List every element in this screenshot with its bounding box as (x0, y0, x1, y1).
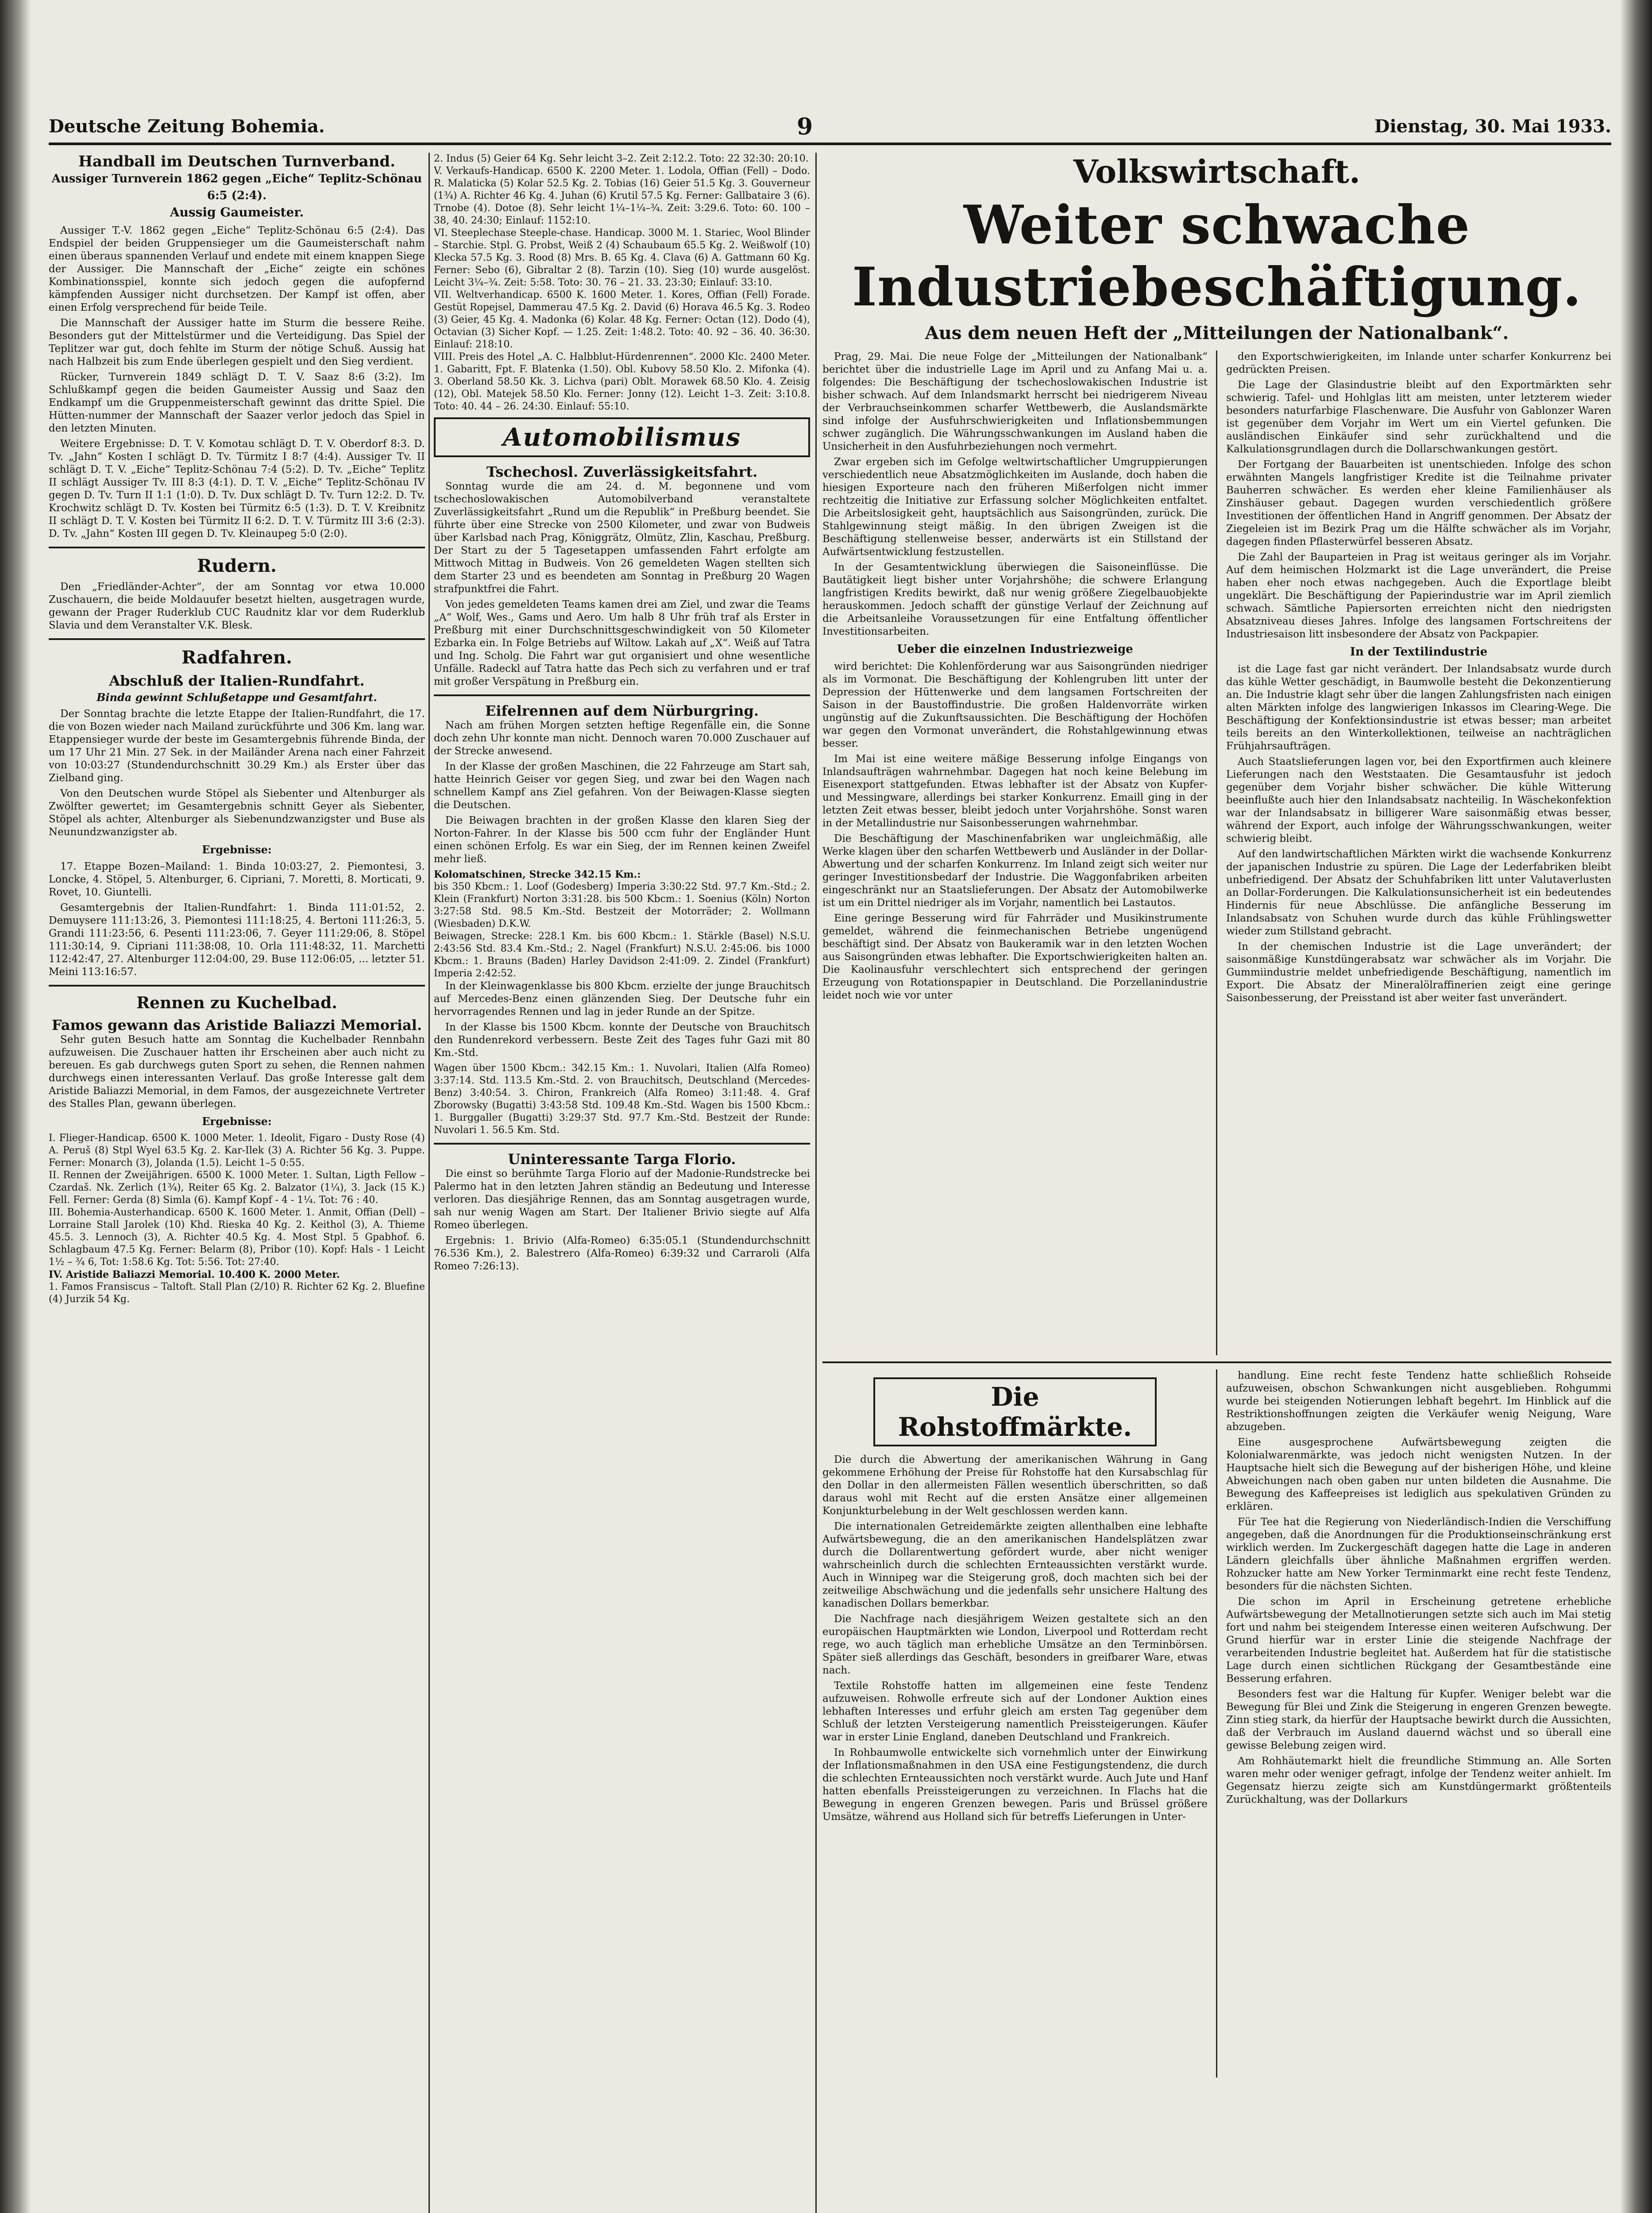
radfahren-title: Radfahren. (181, 647, 292, 668)
section-rule (434, 1143, 810, 1145)
article-paragraph: Auch Staatslieferungen lagen vor, bei den Exportfirmen auch kleinere Lieferungen nach den Weststaaten. Die Gesamtausfuhr ist jedoch gegenüber dem Vorjahr bisher schwächer. Die kühle Witterung beeinflußte auch hier den Inlandsabsatz nachteilig. In Wäschekonfektion war der Inlandsabsatz in billigerer Ware saisonmäßig etwas besser, während der Export, auch infolge der Währungsschwankungen, weiter schwierig bleibt. (1226, 756, 1611, 844)
section-rule (49, 985, 425, 987)
article-paragraph: Die durch die Abwertung der amerikanischen Währung in Gang gekommene Erhöhung der Preise für Rohstoffe hat den Kursabschlag für den Dollar in den allermeisten Fällen wesentlich überschritten, so daß daraus wohl mit Recht auf die ersten Ansätze einer allgemeinen Konjunkturbelebung in der Welt geschlossen werden kann. (822, 1454, 1208, 1517)
industry-article (822, 351, 1611, 1355)
kleinwagen-paragraph: In der Klasse bis 1500 Kbcm. konnte der Deutsche von Brauchitsch den Rundenrekord verbessern. Beste Zeit des Tages fuhr Gazi mit 80 Km.-Std. (434, 1022, 810, 1059)
section-rule (49, 638, 425, 640)
kuchelbad-paragraph: Sehr guten Besuch hatte am Sonntag die Kuchelbader Rennbahn aufzuweisen. Die Zuschauer hatten ihr Erscheinen aber auch nicht zu bereuen. Es gab durchwegs guten Sport zu sehen, die Rennen nahmen durchwegs einen interessanten Verlauf. Das große Interesse galt dem Aristide Baliazzi Memorial, in dem Famos, der ausgezeichnete Vertreter des Stalles Plan, gewann überlegen. (49, 1034, 425, 1110)
section-rule (434, 694, 810, 696)
results-label: Ergebnisse: (202, 1115, 272, 1128)
article-subhead: Ueber die einzelnen Industriezweige (897, 643, 1133, 656)
race-result: VII. Weltverhandicap. 6500 K. 1600 Meter. 1. Kores, Offian (Fell) Forade. Gestüt Ropejsel, Dammerau 47.5 Kg. 2. David (6) Horava 46.5 Kg. 3. Rodeo (3) Geier, 45 Kg. 4. Madonka (6) Kolar. 48 Kg. Ferner: Octan (12). Dodo (4), Octavian (3) Sicher Kopf. — 1.25. Zeit: 1:48.2. Toto: 40. 92 – 36. 40. 36:30. Einlauf: 218:10. (434, 289, 810, 350)
race-result: 2. Indus (5) Geier 64 Kg. Sehr leicht 3–2. Zeit 2:12.2. Toto: 22 32:30: 20:10. (434, 153, 809, 164)
section-rule (822, 1361, 1611, 1363)
volkswirtschaft-section-title: Volkswirtschaft. (1073, 153, 1361, 190)
handball-title: Handball im Deutschen Turnverband. (78, 153, 396, 170)
race-result: IV. Aristide Baliazzi Memorial. 10.400 K. 2000 Meter. (49, 1269, 340, 1280)
page-number: 9 (797, 113, 813, 140)
nuerburgring-results: Beiwagen, Strecke: 228.1 Km. bis 600 Kbcm.: 1. Stärkle (Basel) N.S.U. 2:43:56 Std. 83.4 Km.-Std.; 2. Nagel (Frankfurt) N.S.U. 2:45:06. bis 1000 Kbcm.: 1. Brauns (Baden) Harley Davidson 2:41:09. 2. Zindel (Frankfurt) Imperia 2:42:52. (434, 931, 810, 979)
article-paragraph: handlung. Eine recht feste Tendenz hatte schließlich Rohseide aufzuweisen, obschon Schwankungen nicht ausgeblieben. Rohgummi wurde bei steigenden Notierungen lebhaft begehrt. Im Hinblick auf die Restriktionshoffnungen zeigten die Verkäufer wenig Neigung, Ware abzugeben. (1226, 1370, 1611, 1433)
article-paragraph: Textile Rohstoffe hatten im allgemeinen eine feste Tendenz aufzuweisen. Rohwolle erfreute sich auf der Londoner Auktion eines lebhaften Interesses und erfuhr gleich am ersten Tag gegenüber dem Schluß der letzten Versteigerung namentlich Preissteigerungen. Käufer war in erster Linie England, daneben Deutschland und Frankreich. (822, 1680, 1208, 1743)
column-divider (815, 153, 817, 2213)
targa-florio-results: Ergebnis: 1. Brivio (Alfa-Romeo) 6:35:05.1 (Stundendurchschnitt 76.536 Km.), 2. Balestrero (Alfa-Romeo) 6:39:32 und Carraroli (Alfa Romeo 7:26:13). (434, 1235, 810, 1272)
article-paragraph: den Exportschwierigkeiten, im Inlande unter scharfer Konkurrenz bei gedrückten Preisen. (1226, 351, 1611, 375)
industry-article-left (822, 351, 1208, 1005)
column-sport-1 (49, 153, 425, 2213)
handball-subtitle2: Aussig Gaumeister. (170, 205, 304, 220)
radfahren-subtitle: Abschluß der Italien-Rundfahrt. (109, 672, 365, 689)
race-result: II. Rennen der Zweijährigen. 6500 K. 1000 Meter. 1. Sultan, Ligth Fellow – Czardaš. Nk. Zerlich (1¾), Reiter 65 Kg. 2. Balzator (1¼), 3. Jack (15 K.) Fell. Ferner: Gerda (8) Simla (6). Kampf Kopf - 4 - 1¼. Tot: 76 : 40. (49, 1170, 425, 1206)
rohstoff-article (822, 1369, 1611, 2078)
handball-paragraph: Aussiger T.-V. 1862 gegen „Eiche“ Teplitz-Schönau 6:5 (2:4). Das Endspiel der beiden Gruppensieger um die Gaumeisterschaft nahm einen überaus spannenden Verlauf und endete mit einem knappen Siege der Aussiger. Die Mannschaft der „Eiche“ zeigte ein schönes Kombinationsspiel, konnte sich jedoch gegen die aufopfernd kämpfenden Aussiger nicht durchsetzen. Der Kampf ist offen, aber einen Erfolg versprechend für beide Teile. (49, 225, 425, 313)
article-paragraph: Für Tee hat die Regierung von Niederländisch-Indien die Verschiffung angegeben, daß die Anordnungen für die Produktionseinschränkung erst wirklich werden. Im Zuckergeschäft dagegen hatte die Lage in anderen Ländern gleichfalls über ähnliche Maßnahmen ergriffen werden. Rohzucker hatte am New Yorker Terminmarkt eine recht feste Tendenz, besonders für die nächsten Sichten. (1226, 1516, 1611, 1592)
rohstoff-title: Die Rohstoffmärkte. (873, 1377, 1157, 1446)
column-divider (1216, 1369, 1217, 2078)
article-paragraph: Eine ausgesprochene Aufwärtsbewegung zeigten die Kolonialwarenmärkte, was jedoch nicht wenigsten Nutzen. In der Hauptsache hielt sich die Bewegung auf der bisherigen Höhe, und kleine Abweichungen nach oben gaben nur unten bildeten die Ausnahme. Die Bewegung des Kaffeepreises ist lediglich aus spekulativen Gründen zu erklären. (1226, 1437, 1611, 1512)
zuverlaessigkeit-title: Tschechosl. Zuverlässigkeitsfahrt. (486, 463, 758, 480)
kuchelbad-subtitle: Famos gewann das Aristide Baliazzi Memorial. (51, 1017, 422, 1033)
column-divider (428, 153, 430, 2213)
article-paragraph: ist die Lage fast gar nicht verändert. Der Inlandsabsatz wurde durch das kühle Wetter geschädigt, in Baumwolle besteht die Dekonzentierung an. Die Industrie klagt sehr über die langen Zahlungsfristen nach einigen alten Märkten infolge des langwierigen Inkassos im Clearing-Wege. Die Beschäftigung der Konfektionsindustrie ist etwas besser; man arbeitet teils bereits an den Winterkollektionen, teilweise an nachträglichen Frühjahrsaufträgen. (1226, 663, 1611, 752)
article-paragraph: wird berichtet: Die Kohlenförderung war aus Saisongründen niedriger als im Vormonat. Die Beschäftigung der Kohlengruben litt unter der Depression der Hüttenwerke und dem langsamen Fortschreiten der Saison in der Baustoffindustrie. Die großen Haldenvorräte wirken ungünstig auf die Zukunftsaussichten. Die Beschäftigung der Hochöfen war gegen den Vormonat unverändert, die Rohstahlgewinnung etwas besser. (822, 661, 1208, 749)
rohstoff-article-left (822, 1369, 1208, 1826)
article-paragraph: Prag, 29. Mai. Die neue Folge der „Mitteilungen der Nationalbank“ berichtet über die industrielle Lage im April und zu Anfang Mai u. a. folgendes: Die Beschäftigung der tschechoslowakischen Industrie ist bisher schwach. Auf dem Inlandsmarkt herrscht bei niedrigerem Niveau der Verbrauchseinkommen scharfer Wettbewerb, die Auslandsmärkte sind infolge der Ausfuhrschwierigkeiten und Inflationsbemmungen schwer zugänglich. Die Währungsschwankungen im Ausland haben die Unsicherheit in den Ausfuhrbeziehungen noch vermehrt. (822, 351, 1208, 452)
article-paragraph: Die schon im April in Erscheinung getretene erhebliche Aufwärtsbewegung der Metallnotierungen setzte sich auch im Mai stetig fort und nahm bei steigendem Interesse einen weiteren Aufschwung. Der Grund hierfür war in erster Linie die steigende Nachfrage der verarbeitenden Industrie begleitet hat. Außerdem hat für die statistische Lage durch einen sichtlichen Rückgang der Gesamtbestände eine Besserung erfahren. (1226, 1596, 1611, 1685)
article-subhead: In der Textilindustrie (1350, 645, 1488, 659)
race-result: VI. Steeplechase Steeple-chase. Handicap. 3000 M. 1. Stariec, Wool Blinder – Starchie. Stpl. G. Probst, Weiß 2 (4) Schaubaum 65.5 Kg. 2. Weißwolf (10) Klecka 57.5 Kg. 3. Rood (8) Mrs. B. 65 Kg. 4. Clava (6) A. Gattmann 60 Kg. Ferner: Sebo (6), Gibraltar 2 (8). Tarzin (10). Sieg (10) wurde ausgelöst. Leicht 3¼–¾. Zeit: 5:58. Toto: 30. 76 – 21. 33. 23:30; Einlauf: 33:10. (434, 227, 810, 288)
article-paragraph: Die Lage der Glasindustrie bleibt auf den Exportmärkten sehr schwierig. Tafel- und Hohlglas litt am meisten, unter letzterem wieder besonders naturfarbige Flaschenware. Die Ausfuhr von Gablonzer Waren ist gegenüber dem Vorjahr im Wert um ein Viertel gefunken. Die ausländischen Einkäufer sind sehr zurückhaltend und die Kalkulationsgrundlagen durch die Dollarschwankungen gestört. (1226, 379, 1611, 455)
handball-results: Weitere Ergebnisse: D. T. V. Komotau schlägt D. T. V. Oberdorf 8:3. D. Tv. „Jahn“ Kosten I schlägt D. Tv. Türmitz I 8:7 (4:4). Aussiger Tv. II schlägt D. T. V. „Eiche“ Teplitz-Schönau 7:4 (5:2). D. Tv. „Eiche“ Teplitz II schlägt Aussiger Tv. III 8:3 (4:1). D. T. V. „Eiche“ Teplitz-Schönau IV gegen D. Tv. Turn II 1:1 (1:0). D. Tv. Dux schlägt D. Tv. Turn 12:2. D. Tv. Krochwitz schlägt D. Tv. Kosten bei Türmitz 6:5 (1:3). D. T. V. Kreibnitz II schlägt D. T. V. Kosten bei Türmitz II 6:2. D. T. V. Türmitz III 3:6 (2:3). D. Tv. „Jahn“ Kosten III gegen D. Tv. Kleinaupeg 5:0 (2:0). (49, 438, 425, 540)
column-economy (822, 153, 1611, 2213)
zuverlaessigkeit-paragraph: Von jedes gemeldeten Teams kamen drei am Ziel, und zwar die Teams „A“ Wolf, Wes., Gams und Aero. Um halb 8 Uhr früh traf als Erster in Preßburg mit einer Durchschnittsgeschwindigkeit von 50 Kilometer Ezbarka ein. In Folge Betriebs auf Wiltow. Lakah auf „X“. Weiß auf Tatra und Ing. Scholg. Die Fahrt war gut organisiert und ohne wesentliche Unfälle. Radeckl auf Tatra hatte das Pech sich zu verfahren und er traf mit großer Verspätung in Preßburg ein. (434, 599, 810, 687)
kleinwagen-results: Wagen über 1500 Kbcm.: 342.15 Km.: 1. Nuvolari, Italien (Alfa Romeo) 3:37:14. Std. 113.5 Km.-Std. 2. von Brauchitsch, Deutschland (Mercedes-Benz) 3:40:54. 3. Chiron, Frankreich (Alfa Romeo) 3:11:48. 4. Graf Zborowsky (Bugatti) 3:43:58 Std. 109.48 Km.-Std. Wagen bis 1500 Kbcm.: 1. Burggaller (Bugatti) 3:29:37 Std. 97.7 Km.-Std. Bestzeit der Runde: Nuvolari 1. 56.5 Km. Std. (434, 1063, 810, 1136)
kuchelbad-title: Rennen zu Kuchelbad. (136, 994, 337, 1012)
radfahren-overall: Gesamtergebnis der Italien-Rundfahrt: 1. Binda 111:01:52, 2. Demuysere 111:13:26, 3. Piemontesi 111:18:25, 4. Bertoni 111:26:3, 5. Grandi 111:23:56, 6. Pesenti 111:23:06, 7. Geyer 111:29:06, 8. Stöpel 111:30:14, 9. Cipriani 111:38:08, 10. Orla 111:48:32, 11. Marchetti 112:42:47, 27. Altenburger 112:04:00, 29. Buse 112:06:05, ... letzter 51. Meini 113:16:57. (49, 902, 425, 978)
handball-paragraph: Rücker, Turnverein 1849 schlägt D. T. V. Saaz 8:6 (3:2). Im Schlußkampf gegen die beiden Gaumeister Aussig und Saaz den Endkampf um die Gruppenmeisterschaft gewinnt das dritte Spiel. Die Hütten-nummer der Mannschaft der Saazer verlor jedoch das Spiel in den letzten Minuten. (49, 371, 425, 434)
page-edge-left (0, 0, 31, 2213)
race-result: VIII. Preis des Hotel „A. C. Halbblut-Hürdenrennen“. 2000 Klc. 2400 Meter. 1. Gabaritt, Fpt. F. Blatenka (1.50). Obl. Kubovy 58.50 Klo. 2. Mifonka (4). 3. Oberland 58.50 Kk. 3. Lichva (pari) Oblt. Morawek 68.50 Klo. 4. Zeisig (12), Obl. Matejek 58.50 Klo. Ferner: Jonny (12). Leicht 1–3. Zeit: 3:10.8. Toto: 40. 44 – 26. 24:30. Einlauf: 55:10. (434, 351, 810, 412)
article-paragraph: Die Zahl der Bauparteien in Prag ist weitaus geringer als im Vorjahr. Auf dem heimischen Holzmarkt ist die Lage unverändert, die Preise haben eher noch etwas nachgegeben. Auch die Exportlage bleibt ungeklärt. Die Beschäftigung der Papierindustrie war im April ziemlich schwach. Sämtliche Papiersorten erreichten nicht den niedrigsten Absatzniveau dieses Jahres. Infolge des langsamen Fortschreitens der Industriesaison litt insbesondere der Absatz von Packpapier. (1226, 551, 1611, 640)
nuerburgring-paragraph: In der Klasse der großen Maschinen, die 22 Fahrzeuge am Start sah, hatte Heinrich Geiser vor gegen Sieg, und zwar bei den Wagen nach schnellem Kampf ans Ziel gefahren. Von der Beiwagen-Klasse siegten die Deutschen. (434, 761, 810, 811)
article-paragraph: Die Nachfrage nach diesjährigem Weizen gestaltete sich an den europäischen Hauptmärkten wie London, Liverpool und Rotterdam recht rege, wo auch täglich man erhebliche Umsätze an den Terminbörsen. Später sieß allerdings das Geschäft, besonders in greifbarer Ware, etwas nach. (822, 1613, 1208, 1676)
handball-paragraph: Die Mannschaft der Aussiger hatte im Sturm die bessere Reihe. Besonders gut der Mittelstürmer und die Verteidigung. Das Spiel der Teplitzer war gut, doch fehlte im Sturm der nötige Schuß. Aussig hat nach Halbzeit bis zum Ende überlegen gespielt und den Sieg verdient. (49, 317, 425, 367)
rudern-title: Rudern. (197, 555, 277, 576)
automobilismus-banner: Automobilismus (434, 417, 810, 457)
race-result: V. Verkaufs-Handicap. 6500 K. 2200 Meter. 1. Lodola, Offian (Fell) – Dodo. R. Malaticka (5) Kolar 52.5 Kg. 2. Tobias (16) Geier 51.5 Kg. 3. Gouverneur (1¾) A. Richter 46 Kg. 4. Juhan (6) Krutil 57.5 Kg. Ferner: Gallbataire 3 (6). Trnobe (4). Dotoe (8). Sehr leicht 1¼–1¼–¾. Zeit: 3:29.6. Toto: 60. 100 – 38, 40. 24:30; Einlauf: 1152:10. (434, 166, 810, 226)
nuerburgring-results-label: Kolomatschinen, Strecke 342.15 Km.: (434, 869, 641, 880)
kleinwagen-paragraph: In der Kleinwagenklasse bis 800 Kbcm. erzielte der junge Brauchitsch auf Mercedes-Benz einen glänzenden Sieg. Der Deutsche fuhr ein hervorragendes Rennen und lag in jeder Runde an der Spitze. (434, 980, 810, 1018)
column-sport-2 (434, 153, 810, 2213)
page-edge-right (1620, 0, 1652, 2213)
radfahren-subtitle2: Binda gewinnt Schlußetappe und Gesamtfahrt. (96, 691, 377, 704)
article-paragraph: Zwar ergeben sich im Gefolge weltwirtschaftlicher Umgruppierungen verschiedentlich neue Absatzmöglichkeiten im Auslande, doch haben die hiesigen Exporteure nach den früheren Mißerfolgen nicht immer rechtzeitig die Initiative zur Erfassung solcher Möglichkeiten entfaltet. Die Arbeitslosigkeit geht, hauptsächlich aus Saisongründen, zurück. Die Stahlgewinnung steigt mäßig. In den übrigen Zweigen ist die Beschäftigung stellenweise besser, anderwärts ist ein Stillstand der Aufwärtsentwicklung festzustellen. (822, 456, 1208, 558)
targa-florio-paragraph: Die einst so berühmte Targa Florio auf der Madonie-Rundstrecke bei Palermo hat in den letzten Jahren ständig an Bedeutung und Interesse verloren. Das diesjährige Rennen, das am Sonntag ausgetragen wurde, sah nur wenig Wagen am Start. Der Italiener Brivio siegte auf Alfa Romeo überlegen. (434, 1168, 810, 1231)
article-paragraph: In Rohbaumwolle entwickelte sich vornehmlich unter der Einwirkung der Inflationsmaßnahmen in den USA eine Festigungstendenz, die durch die schlechten Ernteaussichten noch verstärkt wurde. Auch Jute und Hanf hatten ebenfalls Preissteigerungen zu verzeichnen. In Flachs hat die Bewegung in engeren Grenzen bewegen. Paris und Brüssel größere Umsätze, während aus Holland sich für betreffs Lieferungen in Unter- (822, 1747, 1208, 1823)
rudern-paragraph: Den „Friedländer-Achter“, der am Sonntag vor etwa 10.000 Zuschauern, die beide Moldauufer besetzt hielten, ausgetragen wurde, gewann der Prager Ruderklub CUC Raudnitz klar vor dem Ruderklub Slavia und dem Veranstalter V.K. Blesk. (49, 581, 425, 631)
race-result: 1. Famos Fransiscus – Taltoft. Stall Plan (2/10) R. Richter 62 Kg. 2. Bluefine (4) Jurzik 54 Kg. (49, 1281, 425, 1305)
targa-florio-title: Uninteressante Targa Florio. (508, 1151, 736, 1168)
article-paragraph: Besonders fest war die Haltung für Kupfer. Weniger belebt war die Bewegung für Blei und Zink die Steigerung in engeren Grenzen bewegte. Zinn stieg stark, da hierfür der Hauptsache bewirkt durch die Aussichten, daß der Verbrauch im Ausland dauernd wächst und so überall eine gewisse Belebung zeigen wird. (1226, 1689, 1611, 1751)
section-rule (49, 547, 425, 548)
rohstoff-article-right (1226, 1369, 1611, 1809)
radfahren-paragraph: Von den Deutschen wurde Stöpel als Siebenter und Altenburger als Zwölfter gewertet; im Gesamtergebnis schnitt Geyer als Siebenter, Stöpel als achter, Altenburger als Siebenundzwanzigster und Buse als Neunundzwanzigster ab. (49, 788, 425, 838)
handball-subtitle: Aussiger Turnverein 1862 gegen „Eiche“ Teplitz-Schönau 6:5 (2:4). (51, 172, 422, 202)
main-headline: Weiter schwache Industriebeschäftigung. (852, 194, 1582, 318)
article-paragraph: Die Beschäftigung der Maschinenfabriken war ungleichmäßig, alle Werke klagen über den scharfen Wettbewerb und Ausländer in der Dollar-Abwertung und der scharfen Konkurrenz. Im Inland zeigt sich weiter nur geringer Investitionsbedarf der Industrie. Die Waggonfabriken arbeiten eingeschränkt nur an Staatslieferungen. Der Absatz der Automobilwerke ist um ein Drittel niedriger als im Vorjahr, namentlich bei Lastautos. (822, 833, 1208, 909)
issue-date: Dienstag, 30. Mai 1933. (1374, 116, 1611, 137)
results-label: Ergebnisse: (202, 843, 272, 856)
nuerburgring-paragraph: Nach am frühen Morgen setzten heftige Regenfälle ein, die Sonne doch zehn Uhr konnte man nicht. Dennoch waren 70.000 Zuschauer auf der Strecke anwesend. (434, 720, 810, 757)
nuerburgring-paragraph: Die Beiwagen brachten in der großen Klasse den klaren Sieg der Norton-Fahrer. In der Klasse bis 500 ccm fuhr der Engländer Hunt einen schönen Erfolg. Es war ein Sieg, der im Rennen keinen Zweifel mehr ließ. (434, 815, 810, 865)
radfahren-paragraph: Der Sonntag brachte die letzte Etappe der Italien-Rundfahrt, die 17. die von Bozen wieder nach Mailand zurückführte und 306 Km. lang war. Etappensieger wurde der beste im Gesamtergebnis führende Binda, der um 17 Uhr 21 Min. 27 Sek. in der Mailänder Arena nach einer Fahrzeit von 10:03:27 (Stundendurchschnitt 30.29 Km.) als Erster über das Zielband ging. (49, 708, 425, 784)
nuerburgring-title: Eifelrennen auf dem Nürburgring. (485, 702, 759, 719)
article-paragraph: In der chemischen Industrie ist die Lage unverändert; der saisonmäßige Kunstdüngerabsatz war schwächer als im Vorjahr. Die Gummiindustrie meldet unbefriedigende Beschäftigung, namentlich im Export. Die Absatz der Mineralölraffinerien zeigt eine geringe Saisonbesserung, der Preisstand ist aber weiter fast unverändert. (1226, 941, 1611, 1004)
nuerburgring-results: bis 350 Kbcm.: 1. Loof (Godesberg) Imperia 3:30:22 Std. 97.7 Km.-Std.; 2. Klein (Frankfurt) Norton 3:31:28. bis 500 Kbcm.: 1. Soenius (Köln) Norton 3:27:58 Std. 98.5 Km.-Std. Bestzeit der Motorräder; 2. Wollmann (Wiesbaden) D.K.W. (434, 881, 810, 929)
masthead: Deutsche Zeitung Bohemia. (49, 116, 325, 137)
article-paragraph: Eine geringe Besserung wird für Fahrräder und Musikinstrumente gemeldet, während die feinmechanischen Betriebe ungenügend beschäftigt sind. Der Absatz von Baukeramik war in den letzten Wochen aus Saisongründen etwas lebhafter. Die Exportschwierigkeiten halten an. Die Kaolinausfuhr verschlechtert sich entsprechend der geringen Erzeugung von Rotationspapier in Deutschland. Die Porzellanindustrie leidet noch wie vor unter (822, 913, 1208, 1001)
article-paragraph: Auf den landwirtschaftlichen Märkten wirkt die wachsende Konkurrenz der japanischen Industrie zu spüren. Die Lage der Lederfabriken bleibt unbefriedigend. Der Absatz der Schuhfabriken litt unter Valutaverlusten an Dollar-Forderungen. Die Kalkulationsunsicherheit ist ein bedeutendes Hindernis für neue Abschlüsse. Die anfängliche Besserung im Inlandsabsatz von Schuhen wurde durch das kühle Frühlingswetter wieder zum Stillstand gebracht. (1226, 848, 1611, 937)
race-result: III. Bohemia-Austerhandicap. 6500 K. 1600 Meter. 1. Anmit, Offian (Dell) – Lorraine Stall Jarolek (10) Khd. Rieska 40 Kg. 2. Keithol (3), A. Thieme 45.5. 3. Lennoch (3), A. Richter 40.5 Kg. 4. Most Stpl. 5 Gpabhof. 6. Schlagbaum 47.5 Kg. Ferner: Belarm (8), Pribor (10). Kopf: Hals - 1 Leicht 1½ – ¾ 6, Tot: 1:58.6 Kg. Tot: 5:56. Tot: 27:40. (49, 1207, 425, 1268)
article-paragraph: In der Gesamtentwicklung überwiegen die Saisoneinflüsse. Die Bautätigkeit liegt bisher unter Vorjahrshöhe; die schwere Erlangung langfristigen Kredits bewirkt, daß nur wenig größere Ziegelbauobjekte herauskommen. Jedoch schafft der günstige Verlauf der Zeichnung auf die Arbeitsanleihe Voraussetzungen für eine Entfaltung öffentlicher Investitionsarbeiten. (822, 562, 1208, 637)
zuverlaessigkeit-paragraph: Sonntag wurde die am 24. d. M. begonnene und vom tschechoslowakischen Automobilverband veranstaltete Zuverlässigkeitsfahrt „Rund um die Republik“ in Preßburg beendet. Sie führte über eine Strecke von 2500 Kilometer, und zwar von Budweis über Karlsbad nach Prag, Königgrätz, Olmütz, Zlin, Kaschau, Preßburg. Der Start zu der 5 Tagesetappen umfassenden Fahrt erfolgte am Mittwoch Mittag in Budweis. Von 26 gemeldeten Wagen stellten sich dem Starter 23 und es beendeten am Sonntag in Preßburg 20 Wagen strafpunktfrei die Fahrt. (434, 481, 810, 595)
page-header (49, 113, 1611, 145)
main-subheadline: Aus dem neuen Heft der „Mitteilungen der Nationalbank“. (925, 323, 1509, 343)
column-divider (1216, 351, 1217, 1355)
article-paragraph: Die internationalen Getreidemärkte zeigten allenthalben eine lebhafte Aufwärtsbewegung, die an den amerikanischen Handelsplätzen zwar durch die Dollarentwertung gefördert wurde, aber nicht weniger wahrscheinlich durch die schlechten Ernteaussichten verstärkt wurde. Auch in Winnipeg war die Steigerung groß, doch machten sich bei der zeitweilige Abschwächung und die jedenfalls sehr unsichere Haltung des kanadischen Dollars bemerkbar. (822, 1521, 1208, 1609)
industry-article-right (1226, 351, 1611, 1007)
article-paragraph: Der Fortgang der Bauarbeiten ist unentschieden. Infolge des schon erwähnten Mangels langfristiger Kredite ist die Teilnahme privater Bauherren schwächer. Es werden eher kleine Familienhäuser als Zinshäuser gebaut. Dagegen wurden verschiedentlich größere Investitionen der öffentlichen Hand in Angriff genommen. Der Absatz der Ziegeleien ist im Bezirk Prag um die Hälfte schwächer als im Vorjahr, dagegen finden Pflasterwürfel besseren Absatz. (1226, 459, 1611, 547)
article-paragraph: Am Rohhäutemarkt hielt die freundliche Stimmung an. Alle Sorten waren mehr oder weniger gefragt, infolge der Tendenz weiter anhielt. Im Gegensatz hierzu zeigte sich am Kunstdüngermarkt größtenteils Zurückhaltung, was der Dollarkurs (1226, 1755, 1611, 1805)
race-result: I. Flieger-Handicap. 6500 K. 1000 Meter. 1. Ideolit, Figaro - Dusty Rose (4) A. Peruš (8) Stpl Wyel 63.5 Kg. 2. Kar-Ilek (3) A. Richter 56 Kg. 3. Puppe. Ferner: Monarch (3), Jolanda (1.5). Leicht 1–5 0:55. (49, 1133, 425, 1168)
radfahren-results: 17. Etappe Bozen–Mailand: 1. Binda 10:03:27, 2. Piemontesi, 3. Loncke, 4. Stöpel, 5. Altenburger, 6. Cipriani, 7. Moretti, 8. Morticati, 9. Rovet, 10. Giuntelli. (49, 861, 425, 898)
article-paragraph: Im Mai ist eine weitere mäßige Besserung infolge Eingangs von Inlandsaufträgen wahrnehmbar. Dagegen hat noch keine Belebung im Eisenexport stattgefunden. Etwas lebhafter ist der Absatz von Kupfer- und Messingware, allerdings bei starker Konkurrenz. Emaill ging in der letzten Zeit etwas besser, bleibt jedoch unter Vorjahrshöhe. Sonst waren in der Metallindustrie nur Saisonbesserungen wahrnehmbar. (822, 753, 1208, 829)
